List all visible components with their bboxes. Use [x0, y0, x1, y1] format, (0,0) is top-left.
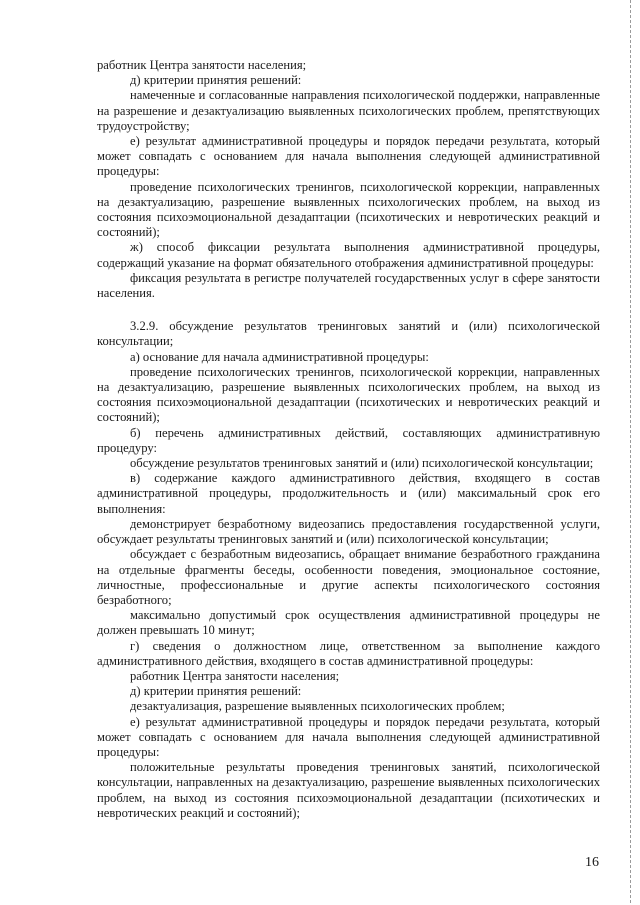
paragraph: д) критерии принятия решений:	[130, 73, 302, 88]
paragraph: е) результат административной процедуры и порядок передачи результата, который может совпадать с основанием для начала выполнения следующей административной процедуры:	[97, 134, 600, 179]
paragraph: проведение психологических тренингов, психологической коррекции, направленных на дезактуализацию, разрешение выявленных психологических проблем, на выход из состояния психоэмоциональной дезадаптации (психотических и невротических реакций и состояний);	[97, 179, 600, 240]
paragraph: работник Центра занятости населения;	[130, 668, 340, 683]
paragraph: б) перечень административных действий, составляющих административную процедуру:	[97, 425, 600, 455]
paragraph: намеченные и согласованные направления психологической поддержки, направленные на разрешение и дезактуализацию выявленных психологических проблем, препятствующих трудоустройству;	[97, 88, 600, 133]
scan-edge-line	[630, 0, 631, 905]
paragraph: обсуждает с безработным видеозапись, обращает внимание безработного гражданина на отдельные фрагменты беседы, особенности поведения, эмоциональное состояние, личностные, профессиональные и другие аспекты психологического состояния безработного;	[97, 547, 600, 607]
paragraph: е) результат административной процедуры и порядок передачи результата, который может совпадать с основанием для начала выполнения следующей административной процедуры:	[97, 714, 600, 759]
paragraph: ж) способ фиксации результата выполнения административной процедуры, содержащий указание на формат обязательного отображения административной процедуры:	[97, 240, 600, 270]
document-body	[97, 58, 600, 821]
section-heading: 3.2.9. обсуждение результатов тренинговых занятий и (или) психологической консультации;	[97, 319, 600, 349]
paragraph: проведение психологических тренингов, психологической коррекции, направленных на дезактуализацию, разрешение выявленных психологических проблем, на выход из состояния психоэмоциональной дезадаптации (психотических и невротических реакций и состояний);	[97, 364, 600, 425]
paragraph: работник Центра занятости населения;	[97, 58, 307, 72]
paragraph: фиксация результата в регистре получателей государственных услуг в сфере занятости населения.	[97, 270, 600, 301]
paragraph: в) содержание каждого административного действия, входящего в состав административной процедуры, продолжительность и (или) максимальный срок его выполнения:	[97, 471, 600, 516]
paragraph: демонстрирует безработному видеозапись предоставления государственной услуги, обсуждает результаты тренинговых занятий и (или) психологической консультации;	[97, 516, 600, 547]
paragraph: а) основание для начала административной процедуры:	[130, 349, 429, 364]
paragraph: дезактуализация, разрешение выявленных психологических проблем;	[130, 699, 505, 714]
section-gap	[97, 301, 600, 319]
paragraph: д) критерии принятия решений:	[130, 684, 302, 699]
paragraph: положительные результаты проведения тренинговых занятий, психологической консультации, направленных на дезактуализацию, разрешение выявленных психологических проблем, на выход из состояния психоэмоциональной дезадаптации (психотических и невротических реакций и состояний);	[97, 760, 600, 820]
paragraph: г) сведения о должностном лице, ответственном за выполнение каждого административного действия, входящего в состав административной процедуры:	[97, 638, 600, 668]
page-number: 16	[585, 855, 599, 870]
paragraph: максимально допустимый срок осуществления административной процедуры не должен превышать 10 минут;	[97, 608, 600, 638]
paragraph: обсуждение результатов тренинговых занятий и (или) психологической консультации;	[130, 456, 594, 471]
